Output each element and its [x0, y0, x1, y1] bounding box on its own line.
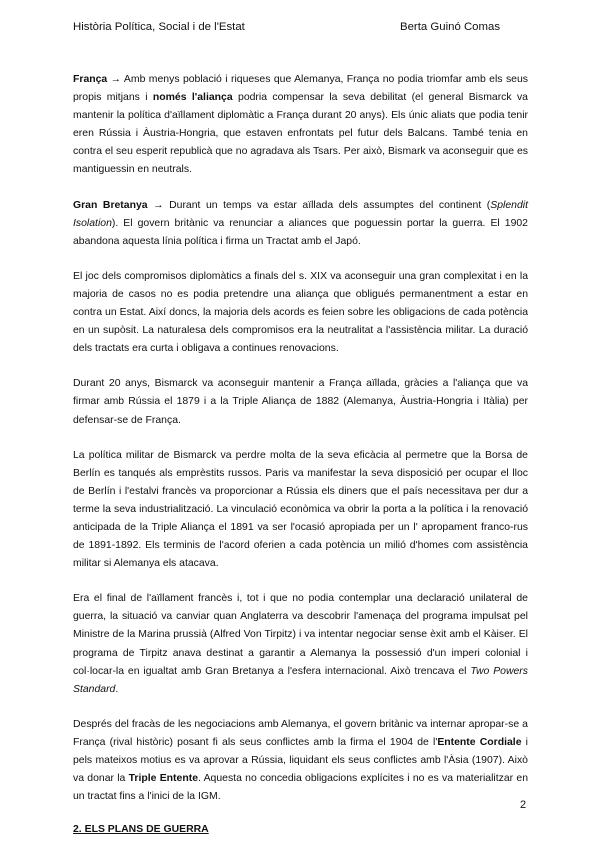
paragraph-franca	[73, 71, 528, 180]
term-gran-bretanya: Gran Bretanya	[73, 199, 148, 211]
term-splendid-isolation: Splendit Isolation	[73, 199, 528, 229]
term-franca: França	[73, 74, 108, 85]
paragraph-text: . Aquesta no concedia obligacions explícites i no es va materialitzar en un tractat fins a l'inici de la IGM.	[73, 773, 528, 803]
header-course-title: Història Política, Social i de l'Estat	[73, 21, 245, 33]
paragraph-text: → Durant un temps va estar aïllada dels assumptes del continent (	[147, 199, 491, 211]
term-entente-cordiale: Entente Cordiale	[437, 736, 522, 748]
paragraph-final-aillament	[73, 590, 528, 699]
term-triple-entente: Triple Entente	[128, 773, 198, 785]
paragraph-text: → Amb menys població i riqueses que Alemanya, França no podia triomfar amb els seus propis mitjans i	[73, 74, 528, 104]
paragraph-entente	[73, 716, 528, 806]
term-two-powers-standard: Two Powers Standard	[73, 665, 528, 695]
paragraph-text: podria compensar la seva debilitat (el general Bismarck va mantenir la política d'aïllament diplomàtic a França durant 20 anys). Els únic aliats que podia tenir eren Rússia i Àustria-Hongria, que estaven enfrontats pel futur dels Balcans. També tenia en contra el seu esperit republicà que no agradava als Tsars. Per això, Bismark va aconseguir que es mantiguessin en neutrals.	[73, 92, 528, 176]
paragraph-politica-militar: La política militar de Bismarck va perdre molta de la seva eficàcia al permetre que la Borsa de Berlín es tanqués als emprèstits russos. Paris va manifestar la seva disposició per ocupar el lloc de Berlín i l'estalvi francès va proporcionar a Rússia els diners que el país necessitava per dur a terme la seva industrialització. La vinculació econòmica va obrir la porta a la política i la renovació anticipada de la Triple Aliança el 1891 va ser l'ocasió apropiada per un l' apropament franco-rus de 1891-1892. Els terminis de l'acord oferien a cada potència un milió d'homes com assistència militar si Alemanya els atacava.	[73, 449, 528, 570]
paragraph-gran-bretanya	[73, 197, 528, 251]
paragraph-text: .	[115, 683, 119, 695]
term-nomes-alianca: només l'aliança	[152, 92, 233, 104]
paragraph-bismarck-alliances: Durant 20 anys, Bismarck va aconseguir mantenir a França aïllada, gràcies a l'aliança que va firmar amb Rússia el 1879 i a la Triple Aliança de 1882 (Alemanya, Àustria-Hongria i Itàlia) per defensar-se de França.	[73, 378, 528, 426]
paragraph-text: ). El govern britànic va renunciar a aliances que poguessin portar la guerra. El 1902 abandona aquesta línia política i firma un Tractat amb el Japó.	[73, 217, 528, 247]
header-author: Berta Guinó Comas	[400, 21, 501, 33]
section-heading: 2. ELS PLANS DE GUERRA	[73, 824, 209, 836]
document-body	[73, 71, 528, 856]
paragraph-compromisos: El joc dels compromisos diplomàtics a finals del s. XIX va aconseguir una gran complexitat i en la majoria de casos no es podia pretendre una aliança que obligués permanentment a estar en contra un Estat. Així doncs, la majoria dels acords es feien sobre les obligacions de cada potència en un supòsit. La naturalesa dels compromisos era la neutralitat a l'assistència militar. La duració dels tractats era curta i obligava a continues renovacions.	[73, 270, 528, 355]
paragraph-text: i pels mateixos motius es va aprovar a Rússia, liquidant els seus conflictes amb l'Àsia (1907). Això va donar la	[73, 736, 529, 785]
page-number: 2	[520, 799, 527, 811]
page-header	[73, 21, 528, 35]
paragraph-text: Després del fracàs de les negociacions amb Alemanya, el govern britànic va internar apropar-se a França (rival històric) posant fi als seus conflictes amb la firma el 1904 de l'	[73, 718, 528, 748]
paragraph-text: Era el final de l'aïllament francès i, tot i que no podia contemplar una declaració unilateral de guerra, la situació va canviar quan Anglaterra va descobrir l'amenaça del programa impulsat pel Ministre de la Marina prussià (Alfred Von Tirpitz) i va intentar negociar sense èxit amb el Kàiser. El programa de Tirpitz anava destinat a garantir a Alemanya la possessió d'un imperi colonial i col·locar-la en igualtat amb Gran Bretanya a l'esfera internacional. Això trencava el	[73, 593, 528, 677]
